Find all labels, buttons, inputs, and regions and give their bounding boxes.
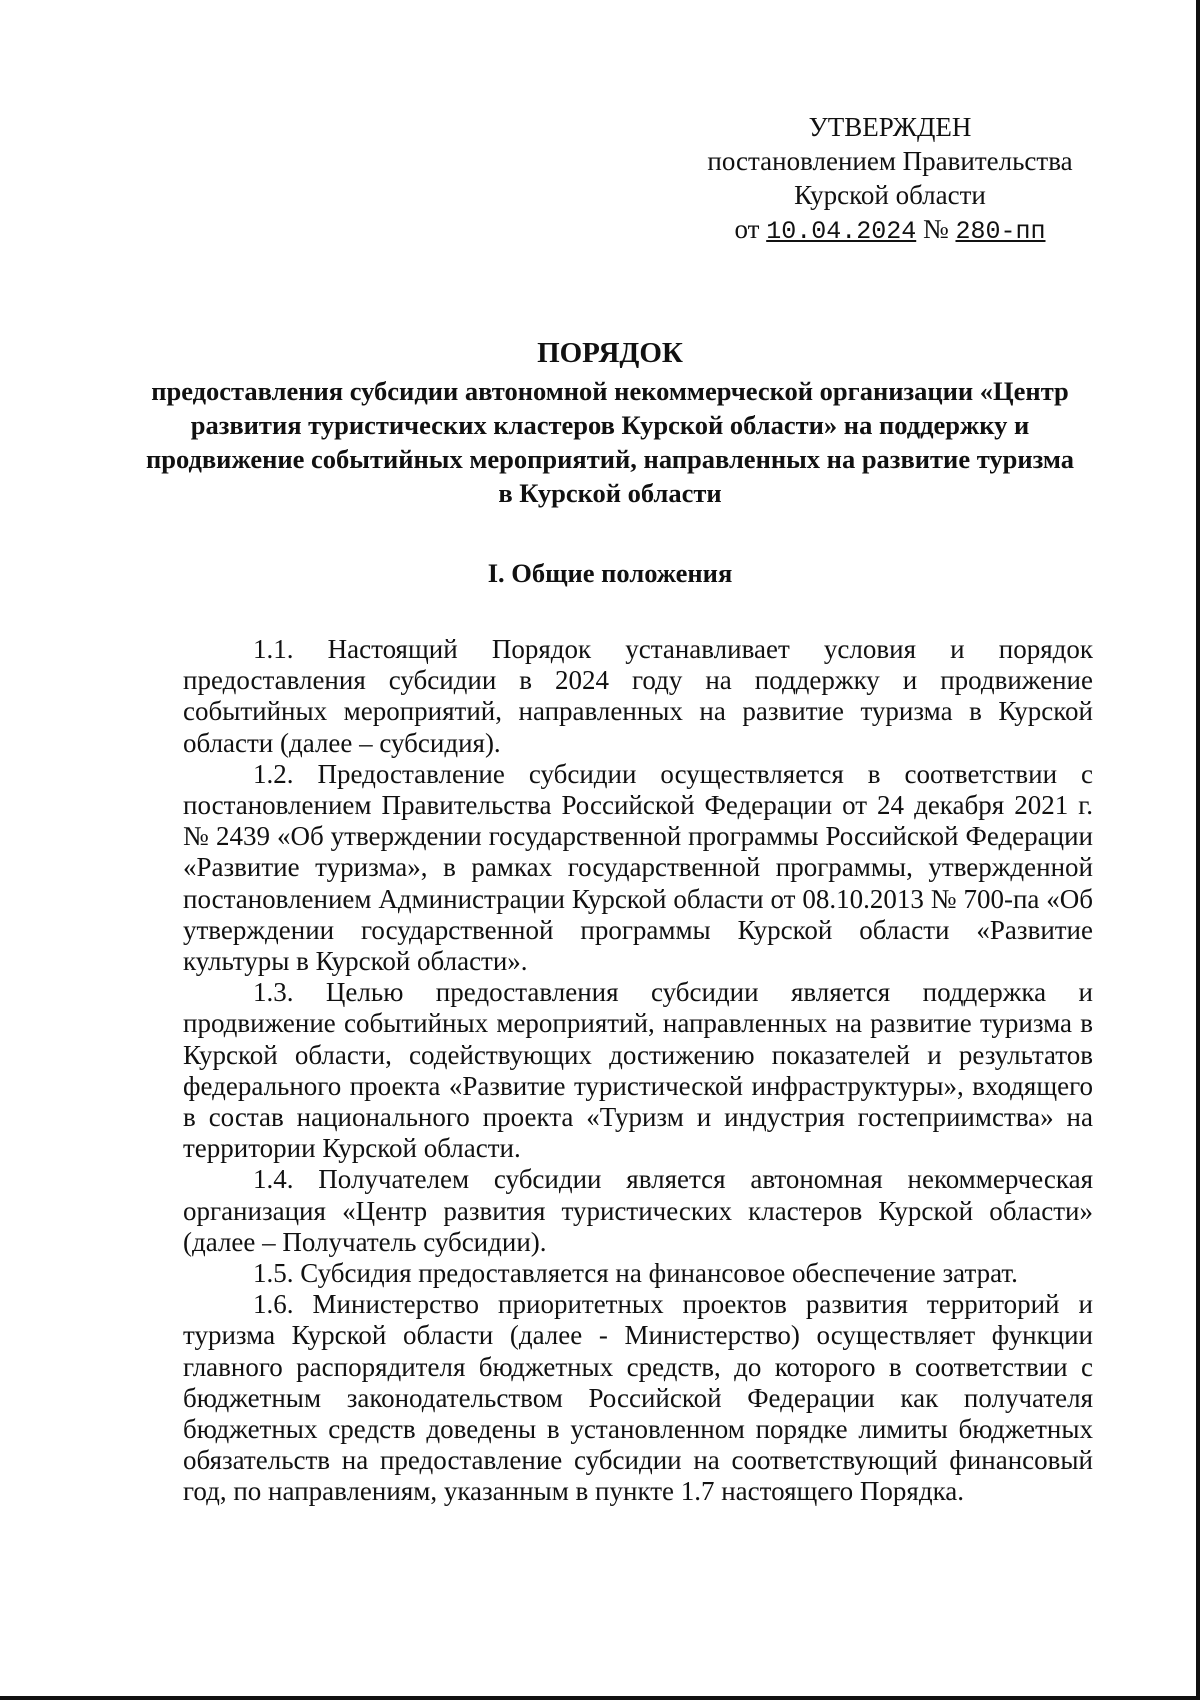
paragraph-1-4: 1.4. Получателем субсидии является автономная некоммерческая организация «Центр развития туристических кластеров Курской области» (далее – Получатель субсидии). — [183, 1164, 1093, 1257]
document-title: ПОРЯДОК — [537, 337, 683, 369]
approval-number: 280-пп — [955, 217, 1046, 246]
paragraph-1-5: 1.5. Субсидия предоставляется на финансовое обеспечение затрат. — [253, 1258, 1018, 1289]
paragraph-1-6: 1.6. Министерство приоритетных проектов развития территорий и туризма Курской области (далее - Министерство) осуществляет функции главного распорядителя бюджетных средств, до которого в соответствии с бюджетным законодательством Российской Федерации как получателя бюджетных средств доведены в установленном порядке лимиты бюджетных обязательств на предоставление субсидии на соответствующий финансовый год, по направлениям, указанным в пункте 1.7 настоящего Порядка. — [183, 1289, 1093, 1507]
document-body — [183, 634, 1093, 1508]
approval-date-line — [680, 212, 1100, 249]
approval-word: УТВЕРЖДЕН — [808, 112, 972, 142]
approval-stamp-block — [680, 110, 1100, 249]
approval-line-resolution: постановлением Правительства — [707, 146, 1073, 176]
scan-edge-right — [1196, 0, 1200, 1700]
section-title: I. Общие положения — [487, 558, 733, 588]
approval-number-sign: № — [922, 214, 949, 244]
document-subtitle: предоставления субсидии автономной некоммерческой организации «Центр развития туристических кластеров Курской области» на поддержку и продвижение событийных мероприятий, направленных на развитие туризма в Курской области — [145, 376, 1075, 508]
paragraph-1-3: 1.3. Целью предоставления субсидии является поддержка и продвижение событийных мероприятий, направленных на развитие туризма в Курской области, содействующих достижению показателей и результатов федерального проекта «Развитие туристической инфраструктуры», входящего в состав национального проекта «Туризм и индустрия гостеприимства» на территории Курской области. — [183, 977, 1093, 1164]
approval-line-region: Курской области — [794, 180, 986, 210]
document-title-block — [140, 334, 1080, 510]
scan-edge-bottom — [0, 1696, 1200, 1700]
approval-date-prefix: от — [734, 214, 760, 244]
approval-date: 10.04.2024 — [766, 217, 917, 246]
paragraph-1-1: 1.1. Настоящий Порядок устанавливает условия и порядок предоставления субсидии в 2024 году на поддержку и продвижение событийных мероприятий, направленных на развитие туризма в Курской области (далее – субсидия). — [183, 634, 1093, 758]
paragraph-1-2: 1.2. Предоставление субсидии осуществляется в соответствии с постановлением Правительства Российской Федерации от 24 декабря 2021 г. № 2439 «Об утверждении государственной программы Российской Федерации «Развитие туризма», в рамках государственной программы, утвержденной постановлением Администрации Курской области от 08.10.2013 № 700-па «Об утверждении государственной программы Курской области «Развитие культуры в Курской области». — [183, 758, 1093, 977]
